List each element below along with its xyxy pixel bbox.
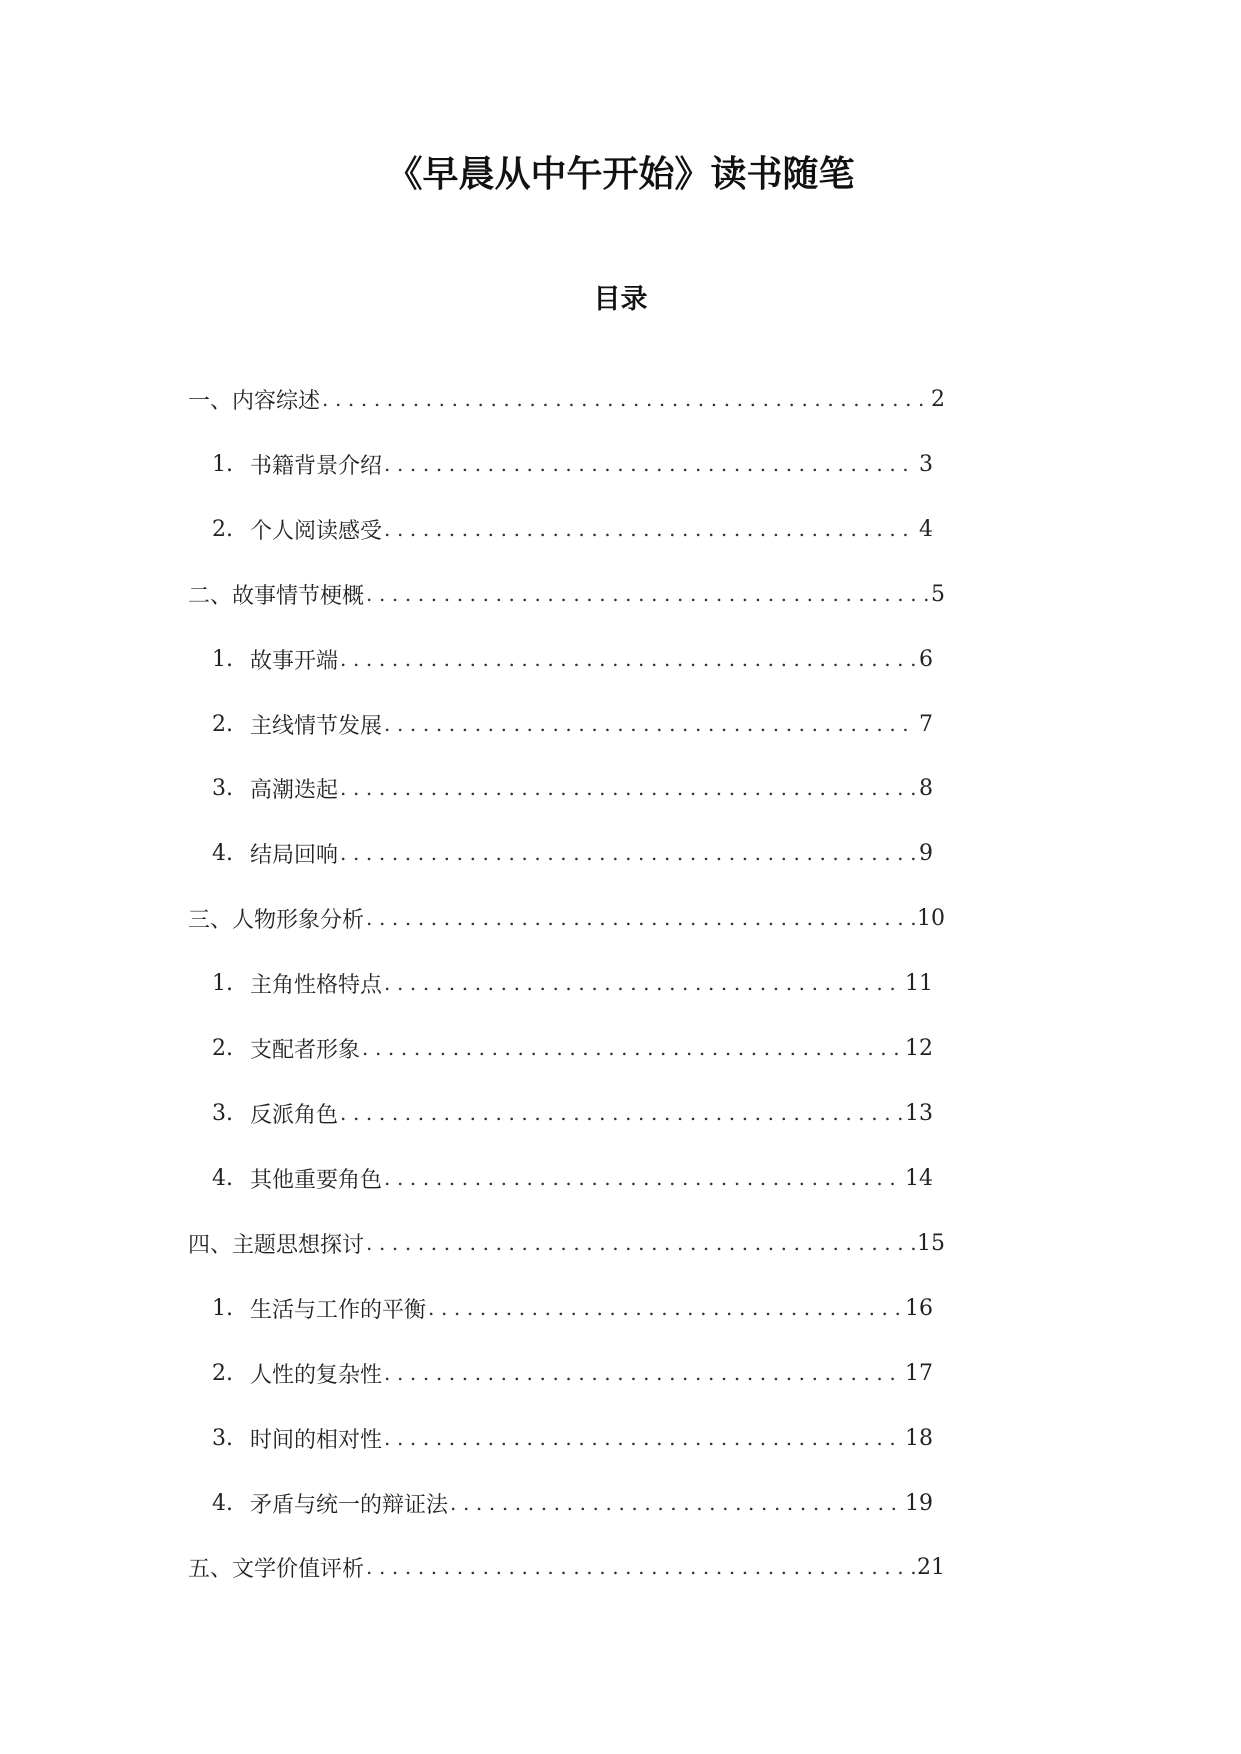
- toc-entry-label: 时间的相对性: [250, 1427, 383, 1453]
- toc-entry-page-number: 13: [905, 1100, 933, 1126]
- dot-leader: [366, 905, 915, 931]
- toc-entry-subsection[interactable]: [212, 1418, 933, 1458]
- toc-entry-page-number: 6: [919, 646, 933, 672]
- toc-entry-label: 其他重要角色: [250, 1167, 383, 1193]
- toc-entry-page-number: 11: [905, 970, 933, 996]
- toc-entry-section-5[interactable]: [188, 1547, 945, 1587]
- toc-entry-subsection[interactable]: [212, 1483, 933, 1523]
- dot-leader: [384, 516, 917, 542]
- toc-entry-label: 二、故事情节梗概: [188, 583, 365, 609]
- toc-entry-label: 三、人物形象分析: [188, 907, 365, 933]
- toc-entry-number: 2.: [212, 516, 233, 542]
- toc-entry-label: 主角性格特点: [250, 972, 383, 998]
- dot-leader: [340, 840, 917, 866]
- toc-entry-subsection[interactable]: [212, 963, 933, 1003]
- toc-entry-label: 书籍背景介绍: [250, 453, 383, 479]
- toc-entry-section-4[interactable]: [188, 1223, 945, 1263]
- toc-entry-label: 人性的复杂性: [250, 1362, 383, 1388]
- toc-entry-label: 支配者形象: [250, 1037, 361, 1063]
- toc-entry-label: 高潮迭起: [250, 777, 339, 803]
- toc-entry-page-number: 15: [917, 1230, 945, 1256]
- toc-entry-page-number: 19: [905, 1490, 933, 1516]
- toc-entry-label: 一、内容综述: [188, 388, 321, 414]
- toc-entry-subsection[interactable]: [212, 704, 933, 744]
- toc-entry-page-number: 18: [905, 1425, 933, 1451]
- dot-leader: [384, 711, 917, 737]
- dot-leader: [384, 1360, 903, 1386]
- toc-entry-number: 4.: [212, 1490, 233, 1516]
- toc-entry-section-1[interactable]: [188, 379, 945, 419]
- toc-entry-section-2[interactable]: [188, 574, 945, 614]
- toc-entry-subsection[interactable]: [212, 1093, 933, 1133]
- toc-entry-number: 2.: [212, 711, 233, 737]
- toc-entry-number: 4.: [212, 1165, 233, 1191]
- document-title: 《早晨从中午开始》读书随笔: [386, 154, 855, 195]
- toc-entry-number: 1.: [212, 1295, 233, 1321]
- toc-entry-page-number: 7: [919, 711, 933, 737]
- dot-leader: [340, 1100, 903, 1126]
- toc-entry-subsection[interactable]: [212, 1353, 933, 1393]
- toc-entry-number: 1.: [212, 451, 233, 477]
- toc-entry-subsection[interactable]: [212, 833, 933, 873]
- toc-entry-subsection[interactable]: [212, 509, 933, 549]
- dot-leader: [384, 1425, 903, 1451]
- toc-entry-page-number: 8: [919, 775, 933, 801]
- dot-leader: [384, 451, 917, 477]
- toc-entry-page-number: 9: [919, 840, 933, 866]
- toc-entry-subsection[interactable]: [212, 444, 933, 484]
- dot-leader: [362, 1035, 903, 1061]
- toc-entry-label: 个人阅读感受: [250, 518, 383, 544]
- toc-entry-number: 2.: [212, 1360, 233, 1386]
- toc-entry-label: 主线情节发展: [250, 713, 383, 739]
- toc-entry-subsection[interactable]: [212, 1288, 933, 1328]
- dot-leader: [366, 581, 929, 607]
- toc-entry-page-number: 21: [917, 1554, 945, 1580]
- toc-entry-label: 生活与工作的平衡: [250, 1297, 427, 1323]
- toc-entry-page-number: 2: [931, 386, 945, 412]
- dot-leader: [322, 386, 929, 412]
- toc-entry-label: 结局回响: [250, 842, 339, 868]
- toc-heading: 目录: [593, 284, 648, 315]
- toc-entry-number: 2.: [212, 1035, 233, 1061]
- toc-entry-page-number: 4: [919, 516, 933, 542]
- dot-leader: [366, 1554, 915, 1580]
- toc-entry-page-number: 5: [931, 581, 945, 607]
- toc-entry-page-number: 17: [905, 1360, 933, 1386]
- toc-entry-page-number: 12: [905, 1035, 933, 1061]
- toc-entry-number: 4.: [212, 840, 233, 866]
- toc-entry-page-number: 10: [917, 905, 945, 931]
- toc-entry-page-number: 3: [919, 451, 933, 477]
- toc-entry-number: 3.: [212, 1100, 233, 1126]
- toc-entry-label: 四、主题思想探讨: [188, 1232, 365, 1258]
- toc-entry-page-number: 14: [905, 1165, 933, 1191]
- dot-leader: [384, 1165, 903, 1191]
- toc-entry-section-3[interactable]: [188, 898, 945, 938]
- dot-leader: [340, 775, 917, 801]
- toc-entry-subsection[interactable]: [212, 1028, 933, 1068]
- dot-leader: [450, 1490, 903, 1516]
- toc-entry-label: 反派角色: [250, 1102, 339, 1128]
- dot-leader: [384, 970, 903, 996]
- toc-entry-subsection[interactable]: [212, 768, 933, 808]
- toc-entry-number: 1.: [212, 646, 233, 672]
- dot-leader: [366, 1230, 915, 1256]
- dot-leader: [340, 646, 917, 672]
- toc-entry-subsection[interactable]: [212, 639, 933, 679]
- toc-entry-page-number: 16: [905, 1295, 933, 1321]
- toc-entry-label: 故事开端: [250, 648, 339, 674]
- toc-entry-subsection[interactable]: [212, 1158, 933, 1198]
- dot-leader: [428, 1295, 903, 1321]
- toc-entry-number: 3.: [212, 775, 233, 801]
- toc-entry-number: 1.: [212, 970, 233, 996]
- toc-entry-label: 五、文学价值评析: [188, 1556, 365, 1582]
- toc-entry-number: 3.: [212, 1425, 233, 1451]
- toc-entry-label: 矛盾与统一的辩证法: [250, 1492, 449, 1518]
